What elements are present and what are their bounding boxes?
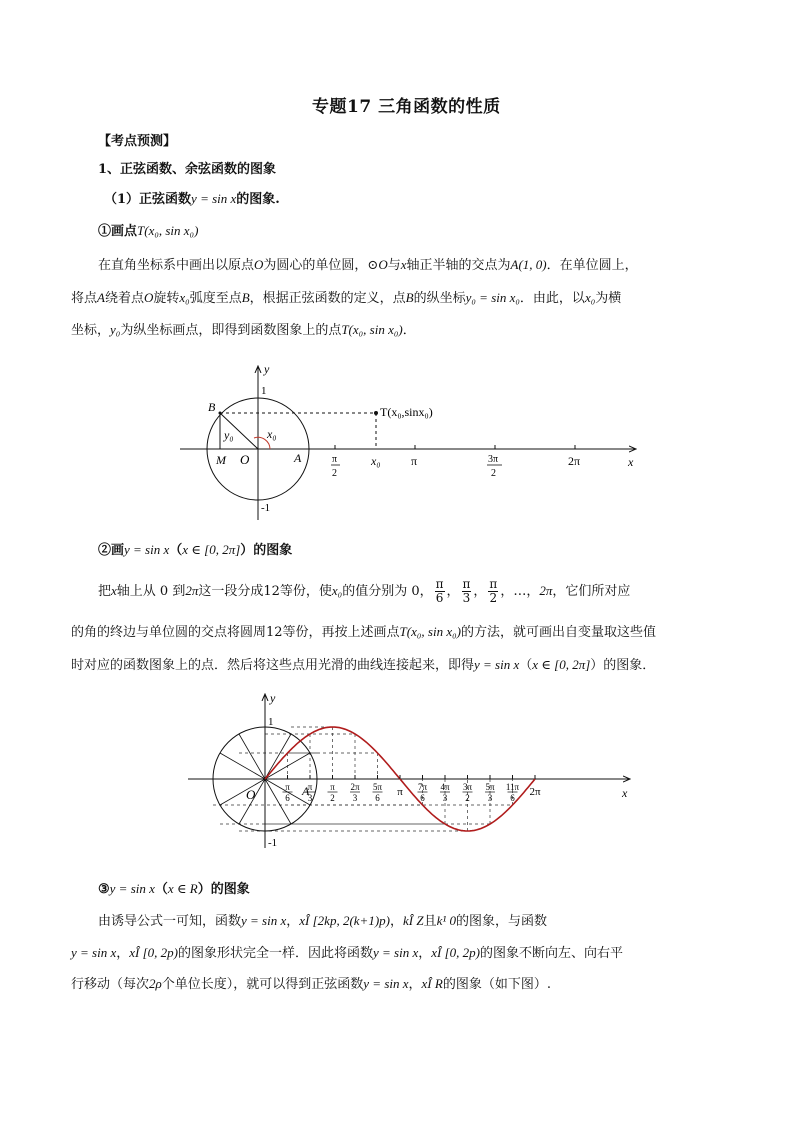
text: 与 xyxy=(387,258,401,273)
den: 3 xyxy=(462,591,471,605)
math: ⊙O xyxy=(367,257,388,272)
math: x₀ xyxy=(179,290,190,305)
text: 由诱导公式一可知，函数 xyxy=(98,914,242,929)
text: 时对应的函数图象上的点．然后将这些点用光滑的曲线连接起来，即得 xyxy=(71,658,475,673)
step-2-label: ②画 xyxy=(98,543,125,558)
math: xÎ R xyxy=(421,976,443,991)
tick-3pi2-num: 3π xyxy=(488,454,499,465)
y-label: y xyxy=(264,362,270,376)
para1-line2 xyxy=(71,289,621,308)
text: 的图象，与函数 xyxy=(456,914,548,929)
x-label: x xyxy=(622,786,628,800)
text: 的角的终边与单位圆的交点将圆周12等份，再按上述画点 xyxy=(71,625,400,640)
spoke xyxy=(239,734,265,779)
heading-1-1-expr: y = sin x xyxy=(191,191,237,206)
heading-1: 1、正弦函数、余弦函数的图象 xyxy=(98,162,277,177)
math: y = sin x xyxy=(241,913,287,928)
text: 旋转 xyxy=(153,291,180,306)
num: π xyxy=(462,577,471,591)
tick-label-den: 6 xyxy=(420,793,425,803)
step-2-domain: x ∈ [0, 2π] xyxy=(182,542,241,557)
text: ， xyxy=(408,977,422,992)
y-label: y xyxy=(270,691,276,705)
tick-label: π xyxy=(397,786,403,798)
math: x ∈ [0, 2π] xyxy=(532,657,591,672)
text: ， xyxy=(116,946,130,961)
math: xÎ [0, 2p) xyxy=(129,945,178,960)
step-3 xyxy=(98,880,250,899)
math: T(x₀, sin x₀) xyxy=(341,322,403,337)
sine-graph-figure xyxy=(180,688,640,866)
text: ． xyxy=(402,323,416,338)
text: ， xyxy=(286,914,300,929)
num: π xyxy=(435,577,444,591)
para2-line2 xyxy=(71,623,656,642)
unit-circle-figure xyxy=(170,358,650,528)
section-header: 【考点预测】 xyxy=(98,134,177,149)
math: x xyxy=(400,257,407,272)
paren: （ xyxy=(169,543,183,558)
math: y = sin x xyxy=(363,976,409,991)
text: （ xyxy=(519,658,533,673)
tick-label-num: 4π xyxy=(440,782,450,792)
neg-one-label: -1 xyxy=(268,837,278,849)
step-2 xyxy=(98,541,292,560)
tick-pi2-den: 2 xyxy=(332,468,337,479)
text: 的值分别为 0， xyxy=(342,584,433,599)
tick-label-num: 3π xyxy=(462,782,473,792)
page-title: 专题17 三角函数的性质 xyxy=(312,97,501,117)
tick-label-num: 11π xyxy=(505,782,520,792)
tick-label-num: π xyxy=(307,782,313,792)
tick-label-den: 3 xyxy=(352,793,358,803)
fraction xyxy=(488,578,498,605)
step-1 xyxy=(98,222,198,241)
tick-label-den: 3 xyxy=(442,793,448,803)
text: ）的图象． xyxy=(590,658,656,673)
one-label: 1 xyxy=(268,716,274,728)
text: 将点 xyxy=(71,291,98,306)
step-2-expr: y = sin x xyxy=(124,542,170,557)
math: B xyxy=(405,290,414,305)
tick-label-den: 6 xyxy=(285,793,290,803)
tick-label-den: 2 xyxy=(465,793,470,803)
text: 的纵坐标 xyxy=(413,291,466,306)
math: x₀ xyxy=(584,290,596,305)
text: 坐标， xyxy=(71,323,111,338)
x-label: x xyxy=(628,455,634,469)
para2-line1: 把x轴上从 0 到2π这一段分成12等份，使x₀的值分别为 0， $\frac{\pi}{6}$ ， $\frac{\pi}{3}$ ， $\frac{\pi}{2}$ ，…，2π，它们所对应 xyxy=(98,577,631,605)
heading-1-1 xyxy=(104,190,280,209)
math: y = sin x xyxy=(474,657,520,672)
math: y = sin x xyxy=(71,945,117,960)
tick-3pi2-den: 2 xyxy=(491,468,496,479)
paren: （ xyxy=(154,882,168,897)
para3-line1 xyxy=(98,912,547,931)
tick-label-num: 7π xyxy=(417,782,428,792)
math: y₀ = sin x₀ xyxy=(465,290,520,305)
text: 为圆心的单位圆， xyxy=(263,258,368,273)
one-label: 1 xyxy=(261,385,267,397)
A-label: A xyxy=(302,784,310,798)
para2-line3 xyxy=(71,656,655,675)
text: ，…， xyxy=(500,584,540,599)
step-1-label: ①画点 xyxy=(98,224,138,239)
para1-line3 xyxy=(71,321,416,340)
step-1-expr: T(x₀, sin x₀) xyxy=(137,223,199,238)
step-3-close: ）的图象 xyxy=(197,882,250,897)
text: 弧度至点 xyxy=(189,291,242,306)
tick-label-num: π xyxy=(285,782,290,792)
fraction xyxy=(435,578,445,605)
text: 行移动（每次 xyxy=(71,977,150,992)
text: 轴上从 0 到 xyxy=(116,584,186,599)
T-label: T(x₀,sinx₀) xyxy=(380,405,433,419)
text: 绕着点 xyxy=(104,291,144,306)
heading-1-1-post: 的图象. xyxy=(236,192,280,207)
B-label: B xyxy=(208,400,216,414)
den: 2 xyxy=(489,591,498,605)
tick-2pi: 2π xyxy=(568,454,581,468)
tick-label-den: 2 xyxy=(330,793,335,803)
tick-label: 2π xyxy=(529,786,541,798)
spoke xyxy=(220,779,265,805)
math: kÎ Z xyxy=(403,913,424,928)
math: T(x₀, sin x₀) xyxy=(399,624,461,639)
tick-label-num: 2π xyxy=(350,782,360,792)
A-label: A xyxy=(294,451,302,465)
step-3-expr: y = sin x xyxy=(109,881,155,896)
text: ， xyxy=(418,946,432,961)
text: 的图象（如下图）. xyxy=(442,977,551,992)
spoke xyxy=(265,734,291,779)
text: 把 xyxy=(98,584,112,599)
math: O xyxy=(143,290,154,305)
math: A xyxy=(97,290,105,305)
text: ， xyxy=(389,914,403,929)
math: k¹ 0 xyxy=(436,913,457,928)
math: 2ρ xyxy=(149,976,162,991)
math: y = sin x xyxy=(373,945,419,960)
math: y₀ xyxy=(110,322,121,337)
point-B xyxy=(219,412,222,415)
text: 个单位长度），就可以得到正弦函数 xyxy=(161,977,364,992)
O-label: O xyxy=(246,787,256,802)
text: 的方法，就可画出自变量取这些值 xyxy=(460,625,656,640)
text: ，它们所对应 xyxy=(552,584,631,599)
math: xÎ [2kp, 2(k+1)p) xyxy=(299,913,390,928)
heading-1-1-pre: （1）正弦函数 xyxy=(104,192,192,207)
step-3-label: ③ xyxy=(98,882,110,897)
math: xÎ [0, 2p) xyxy=(431,945,481,960)
text: 的图象不断向左、向右平 xyxy=(480,946,624,961)
tick-label-den: 3 xyxy=(307,793,313,803)
point-T xyxy=(374,411,378,415)
math: x₀ xyxy=(331,583,343,598)
math: 2π xyxy=(185,583,199,598)
para3-line2 xyxy=(71,944,623,963)
M-label: M xyxy=(216,453,226,467)
text: ．由此，以 xyxy=(519,291,585,306)
tick-label-den: 3 xyxy=(487,793,493,803)
neg-one-label: -1 xyxy=(261,502,271,514)
tick-pi: π xyxy=(411,454,418,468)
para3-line3 xyxy=(71,975,551,994)
text: 在直角坐标系中画出以原点 xyxy=(98,258,255,273)
text: ，根据正弦函数的定义，点 xyxy=(249,291,406,306)
tick-pi2-num: π xyxy=(332,454,338,465)
step-3-domain: x ∈ R xyxy=(167,881,198,896)
text: ．在单位圆上， xyxy=(546,258,638,273)
math: O xyxy=(254,257,264,272)
para1-line1 xyxy=(98,256,638,275)
step-2-close: ）的图象 xyxy=(240,543,293,558)
math: B xyxy=(241,290,250,305)
tick-x0: x₀ xyxy=(371,454,381,468)
y0-label: y₀ xyxy=(224,428,234,442)
text: 的图象形状完全一样．因此将函数 xyxy=(178,946,374,961)
tick-label-num: π xyxy=(330,782,335,792)
math: A(1, 0) xyxy=(510,257,547,272)
x0-label: x₀ xyxy=(267,427,277,441)
tick-label-den: 6 xyxy=(510,793,515,803)
text: 且 xyxy=(423,914,437,929)
num: π xyxy=(489,577,498,591)
tick-label-num: 5π xyxy=(485,782,495,792)
O-label: O xyxy=(240,452,250,467)
spoke xyxy=(220,753,265,779)
text: 为纵坐标画点，即得到函数图象上的点 xyxy=(120,323,342,338)
math: x xyxy=(111,583,117,598)
math: 2π xyxy=(539,583,553,598)
text: 为横 xyxy=(595,291,622,306)
fraction xyxy=(462,578,472,605)
tick-label-num: 5π xyxy=(372,782,383,792)
tick-label-den: 6 xyxy=(375,793,380,803)
text: 轴正半轴的交点为 xyxy=(406,258,511,273)
den: 6 xyxy=(435,591,444,605)
text: 这一段分成12等份，使 xyxy=(198,584,332,599)
